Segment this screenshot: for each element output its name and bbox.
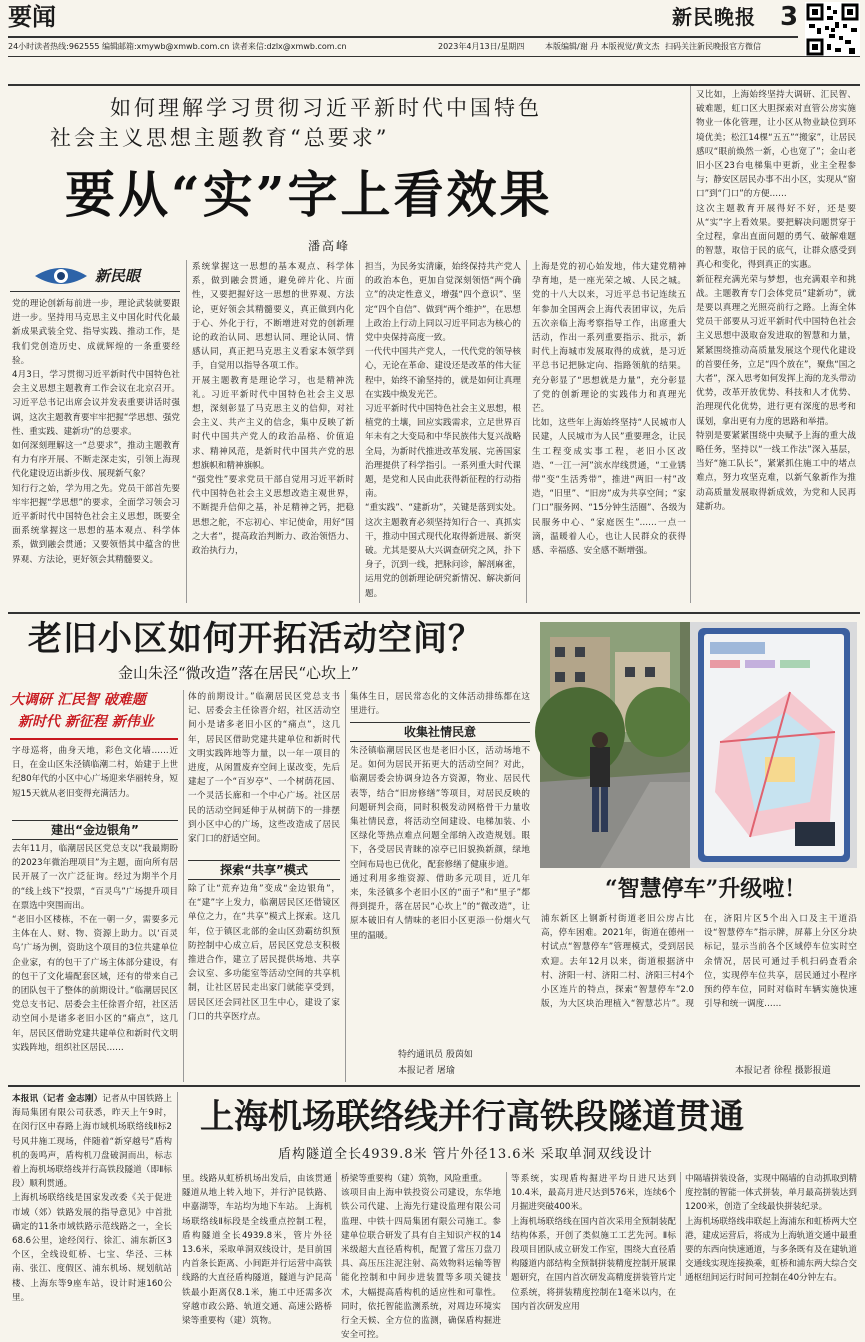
- byline-correspondent: 特约通讯员 殷茵如: [398, 1050, 473, 1060]
- commentary-col-4: 上海是党的初心始发地，伟大建党精神孕育地，是一座光荣之城、人民之城。党的十八大以来，习近平总书记连续五年参加全国两会上海代表团审议，先后五次亲临上海考察指导工作，出席重大活动，作出一系列重要指示、批示，新时代上海城市发展取得的成就，是习近平总书记把脉定向、指路领航的结果。充分彰显了“思想就是力量”，充分彰显了党的创新理论的实践伟力和真理光芒。 比如，这些年上海始终坚持“人民城市人民建，人民城市为人民”重要理念，让民生工程变成实事工程，老旧小区改造、“一江一河”滨水岸线贯通，“工业锈带”变“生活秀带”，推进“两旧一村”改造，“旧里”、“旧房”成为共享空间；“家门口”服务网、“15分钟生活圈”、各级为民服务中心、“家庭医生”……一点一滴，温暖着人心，也让人民群众的获得感、幸福感、安全感不断增强。: [532, 262, 686, 557]
- commentary-col-1: 党的理论创新每前进一步，理论武装就要跟进一步。坚持用马克思主义中国化时代化最新成果武装全党、指导实践、推动工作，是我们党创造历史、成就辉煌的一条重要经验。 4月3日，学习贯彻习近平新时代中国特色社会主义思想主题教育工作会议在北京召开。习近平总书记出席会议并发表重要讲话时强调，这次主题教育要牢牢把握“学思想、强党性、重实践、建新功”的总要求。 如何深刻理解这一“总要求”，推动主题教育有力有序开展、不断走深走实，引领上海现代化建设迈出新步伐、展现新气象？ 知行行之始，学为用之先。党员干部首先要牢牢把握“学思想”的要求，全面学习领会习近平新时代中国特色社会主义思想，既要全面系统掌握这一思想的基本观点、科学体系，做到融会贯通；又要领悟其中蕴含的世界观、方法论，更好领会其精髓要义。: [12, 299, 180, 565]
- column-badge: [33, 265, 161, 287]
- old-community-p1: 去年11月，临潮居民区党总支以“我最期盼的2023年微治理项目”为主题，面向所有居民开展了一次广泛征询。经过为期半个月的“线上线下”投票，“百灵鸟”广场提升项目在票选中突围而出。 “老旧小区楼栋，不在一朝一夕，需要多元主体在人、财、物、资源上助力。以‘百灵鸟’广场为例，资助这个项目的3位共建单位企业家，有的包干了广场主体部分建设，有的包干了文化墙配套区域，还有的带来自己的团队包干了整体的前期设计。”临潮居民区党总支书记、居委会主任徐晋介绍，社区活动空间小是诸多老旧小区的“痛点”，这几年，居民区借助党建共建单位和新时代文明实践阵地，组织社区居民……: [12, 844, 178, 1053]
- airport-rail-col-1-text: 记者从中国铁路上海局集团有限公司获悉，昨天上午9时，在闵行区申春路上海市域机场联络线Ⅱ标2号风井施工现场，伴随着“新穿越号”盾构机的轰鸣声，盾构机刀盘破洞而出，标志着上海机场联络线并行高铁段隧道（即Ⅱ标段）顺利贯通。 上海机场联络线是国家发改委《关于促进市域（郊）铁路发展的指导意见》中首批确定的11条市域铁路示范线路之一，全长68.6公里，途经闵行、徐汇、浦东新区3个区，全线设虹桥、七宝、华泾、三林南、张江、度假区、浦东机场、规划航站楼、上海东等9座车站，设计时速160公里。: [12, 1094, 172, 1303]
- column-badge-label: 新民眼: [95, 267, 141, 285]
- airport-rail-col-1: [12, 1092, 172, 1303]
- old-community-p4: 集体生日，居民常态化的文体活动排练都在这里进行。: [350, 692, 530, 717]
- kicker-line-2: 社会主义思想主题教育“总要求”: [50, 126, 390, 150]
- eye-icon: [33, 265, 89, 287]
- paper-logo: 新民晚报: [672, 5, 756, 29]
- old-community-p3: 除了让“荒弃边角”变成“金边银角”，在“建”字上发力，临潮居民区还借镜区单位之力，在“共享”模式上探索。这几年，位于镇区北部的金山区劲霸纺织预防控制中心成立后，居民区党总支积极推进合作，建立了居民提供场地、共享会议室、多功能室等活动空间的共享机制，让社区居民走出家门就能享受到，居民区还会同社区卫生中心，建设了家门口的共享医疗点。: [188, 884, 340, 1022]
- commentary-col-3: 担当，为民务实清廉，始终保持共产党人的政治本色，更加自觉深刻领悟“两个确立”的决定性意义，增强“四个意识”、坚定“四个自信”、做到“两个维护”，在思想上政治上行动上同以习近平同志为核心的党中央保持高度一致。 一代代中国共产党人，一代代党的领导核心，无论在革命、建设还是改革的伟大征程中，始终不渝坚持的，就是如何让真理在实践中焕发光芒。 习近平新时代中国特色社会主义思想，根植党的土壤，回应实践需求，立足世界百年未有之大变局和中华民族伟大复兴战略全局，为新时代推进改革发展、完善国家治理提供了科学指引。一系列重大时代课题，是党和人民由此获得新征程的行动指南。 “重实践”、“建新功”，关键是落到实处。这次主题教育必须坚持知行合一、真抓实干，推动中国式现代化取得新进展、新突破。尤其是要从大兴调查研究之风，扑下身子，沉到一线，把脉问诊，解剖麻雀，运用党的创新理论研究新情况、解决新问题。: [365, 262, 521, 599]
- kicker-line-1: 如何理解学习贯彻习近平新时代中国特色: [110, 96, 542, 120]
- campaign-logo: [10, 690, 178, 736]
- subhead-old-community: 金山朱泾“微改造”落在居民“心坎上”: [118, 664, 359, 682]
- airport-rail-col-5: 中隔墙拼装设备，实现中隔墙的自动抓取到精度控制的智能一体式拼装，单月最高拼装达到1200米，创造了全线最快拼装纪录。 上海机场联络线串联起上海浦东和虹桥两大空港，建成运营后，将成为上海轨道交通中最重要的东西向快速通道，与多条既有及在建轨道交通线实现连接换乘，虹桥和浦东两大综合交通枢纽间运行时间可控制在40分钟左右。: [685, 1174, 857, 1284]
- campaign-line-1: 大调研 汇民智 破难题: [10, 692, 146, 708]
- subhead-gold-corner: 建出“金边银角”: [12, 820, 178, 840]
- qr-hint: 扫码关注新民晚报官方微信: [665, 42, 761, 51]
- airport-rail-col-3: 桥梁等重要构（建）筑物，风险重重。 该项目由上海申铁投资公司建设，东华地铁公司代建、上海先行建设监理有限公司监理、中铁十四局集团有限公司施工。参建单位联合研发了具有自主知识产权的14米级超大直径盾构机，配置了常压刀盘刀具、高压压注泥注射、高效物料运输等智能化控制和中间步进装置等多项关键技术，大幅提高盾构机的适应性和可靠性。同时，依托智能监测系统，对周边环境实行全天候、全方位的监测，确保盾构掘进安全可控。: [341, 1174, 501, 1341]
- section-title: 要闻: [8, 2, 56, 31]
- subhead-sharing-mode: 探索“共享”模式: [188, 860, 340, 880]
- commentary-col-5: 又比如，上海始终坚持大调研、汇民智、破难题，虹口区大胆探索对直管公房实施物业一体化管理，让小区从物业缺位到环境优美；松江14棵“五五”“搬家”，让居民感叹“眼前焕然一新，心也宽了”；金山老旧小区23台电梯集中更新，业主全程参与；静安区居民办事不出小区，实现从“窗口”到“门口”的方便…… 这次主题教育开展得好不好，还是要从“实”字上看效果。要把解决问题贯穿于全过程，拿出直面问题的勇气、破解难题的智慧，取信于民的底气，让群众感受到真心和变化，得到真正的实惠。 新征程充满光荣与梦想，也充满艰辛和挑战。主题教育专门会体党员“建新功”，就是要以真理之光照亮前行之路。上海全体党员干部要从习近平新时代中国特色社会主义思想中汲取奋发进取的智慧和力量，紧紧围绕推动高质量发展这个现代化建设的首要任务，立足“四个放在”，聚焦“国之大者”，深入思考如何发挥上海的龙头带动优势，改革开放优势、科技和人才优势、治理现代化优势，进行更有深度的思考和谋划，拿出更有力度的思路和举措。 特别是要紧紧围绕中央赋予上海的重大战略任务，坚持以“一线工作法”深入基层，当好“施工队长”，紧紧抓住施工中的堵点难点，努力攻坚克难，以新气象新作为推动高质量发展取得新成效，为党和人民再建新功。: [696, 90, 856, 512]
- issue-date: 2023年4月13日/星期四: [438, 42, 525, 51]
- commentary-col-2: 系统掌握这一思想的基本观点、科学体系，做到融会贯通，避免碎片化、片面性，又要把握好这一思想的世界观、方法论，更好领会其精髓要义，真正做到内化于心、外化于行，不断增进对党的创新理论的政治认同、思想认同、理论认同、情感认同，真正把马克思主义看家本领学到手，自觉用以指导各项工作。 开展主题教育是理论学习，也是精神洗礼。习近平新时代中国特色社会主义思想，深刻彰显了马克思主义的信仰，对社会主义、共产主义的信念，集中反映了新时代中国共产党人的政治品格、价值追求、精神风范，是新时代中国共产党的思想旗帜和精神旗帜。 “强党性”要求党员干部自觉用习近平新时代中国特色社会主义思想改造主观世界，不断提升信仰之基，补足精神之钙，把稳思想之舵，不忘初心、牢记使命，用好“国之大者”，提高政治判断力、政治领悟力、政治执行力，: [192, 262, 354, 557]
- subhead-airport-rail: 盾构隧道全长4939.8米 管片外径13.6米 采取单洞双线设计: [278, 1147, 653, 1162]
- old-community-p2: 体的前期设计。”临潮居民区党总支书记、居委会主任徐晋介绍，社区活动空间小是诸多老旧小区的“痛点”，这几年，居民区借助党建共建单位和新时代文明实践阵地等力量，以一年一项目的进度，从闲置废弃空间上谋改变，先后建起了一个“百岁亭”、一个树荫花园、一个灵活长廊和一个中心广场。社区居民的活动空间延伸于从树荫下的一排摆到小区中心的广场，这些改造成了居民家门口的舒适空间。: [188, 692, 340, 845]
- campaign-line-2: 新时代 新征程 新伟业: [18, 714, 154, 730]
- old-community-lead: 字母巡将，曲身天地，彩色文化墙……近日，在金山区朱泾镇临潮二村，始建于上世纪80年代的小区中心广场迎来华丽转身，短短15天就从老旧变得充满活力。: [12, 746, 178, 799]
- old-community-p5: 朱泾镇临潮居民区也是老旧小区，活动场地不足。如何为居民开拓更大的活动空间？对此，临潮居委会协调身边各方资源，物业、居民代表等，结合“旧房修缮”等项目，对居民反映的问题研判会商，同时积极发动网格骨干力量收集社情民意，将活动空间建设、电梯加装、小区绿化等热点难点问题全部纳入改造规划。眼下，各受居民青睐的凉亭已旧貌换新颜，绿地空间布局也已优化，配套修缮了健康步道。 通过利用多维资源、借助多元项目，近几年来，朱泾镇多个老旧小区的“面子”和“里子”都得到提升，落在居民“心坎上”的“微改造”，让原本破旧有人情味的老旧小区更添一份烟火气里的温暖。: [350, 746, 530, 941]
- author: 潘高峰: [308, 239, 351, 253]
- headline-commentary: 要从“实”字上看效果: [65, 165, 553, 224]
- headline-old-community: 老旧小区如何开拓活动空间？: [28, 619, 483, 659]
- photo-byline: 本报记者 徐程 摄影报道: [735, 1066, 831, 1076]
- airport-rail-col-2: 里。线路从虹桥机场出发后，由该贯通隧道从地上转入地下，并行沪昆铁路、申嘉湖等，车站均为地下车站。 上海机场联络线Ⅱ标段是全线重点控制工程，盾构隧道全长4939.8米，管片外径13.6米，采取单洞双线设计，是目前国内首条长距离、小间距并行运营中高铁线路的大直径盾构隧道，隧道与沪昆高铁最小距离仅8.1米，施工中还需多次穿越市政公路、轨道交通、高速公路桥梁等重要构（建）筑物。: [182, 1174, 332, 1327]
- byline-reporter: 本报记者 屠瑜: [398, 1066, 455, 1076]
- headline-airport-rail: 上海机场联络线并行高铁段隧道贯通: [200, 1097, 744, 1137]
- page-number: 3: [780, 2, 799, 32]
- smart-parking-photo: [540, 622, 857, 868]
- hotline-info: 24小时读者热线:962555 编辑邮箱:xmywb@xmwb.com.cn 读者来信:dzlx@xmwb.com.cn: [8, 42, 347, 51]
- airport-rail-col-4: 等系统，实现盾构掘进平均日进尺达到10.4米，最高月进尺达到576米，连续6个月掘进突破400米。 上海机场联络线在国内首次采用全预制装配结构体系，开创了类似施工工艺先河。Ⅱ标段项目团队成立研发工作室，围绕大直径盾构隧道内部结构全预制拼装精度控制开展课题研究，在国内首次研发高精度拼装管片定位系统，将拼装精度控制在1毫米以内，在国内首次研发应用: [511, 1174, 676, 1312]
- editor-credits: 本版编辑/谢 丹 本版视觉/黄文杰: [545, 42, 660, 51]
- qr-code-icon[interactable]: [805, 2, 860, 57]
- subhead-collect-opinions: 收集社情民意: [350, 722, 530, 742]
- photo-caption-text: 浦东新区上钢新村街道老旧公房占比高，停车困难。2021年，街道在德州一村试点“智慧停车”管理模式，受到居民欢迎。去年12月以来，街道根据济中村、济阳一村、济阳二村、济阳三村4个小区连片的特点，探索“智慧停车”2.0版，为大区块治理植入“智慧芯片”。现在，济阳片区5个出入口及主干道沿设“智慧停车”指示牌，屏幕上分区分块标记，显示当前各个区域停车位实时空余情况，居民可通过手机扫码查看余位，实现停车位共享，居民通过小程序预约停车位，同时对临时车辆实施快速引导和统一调度……: [541, 914, 857, 1010]
- airport-rail-byline: 本报讯（记者 金志刚）: [12, 1094, 103, 1104]
- photo-caption-title: “智慧停车”升级啦！: [605, 876, 807, 902]
